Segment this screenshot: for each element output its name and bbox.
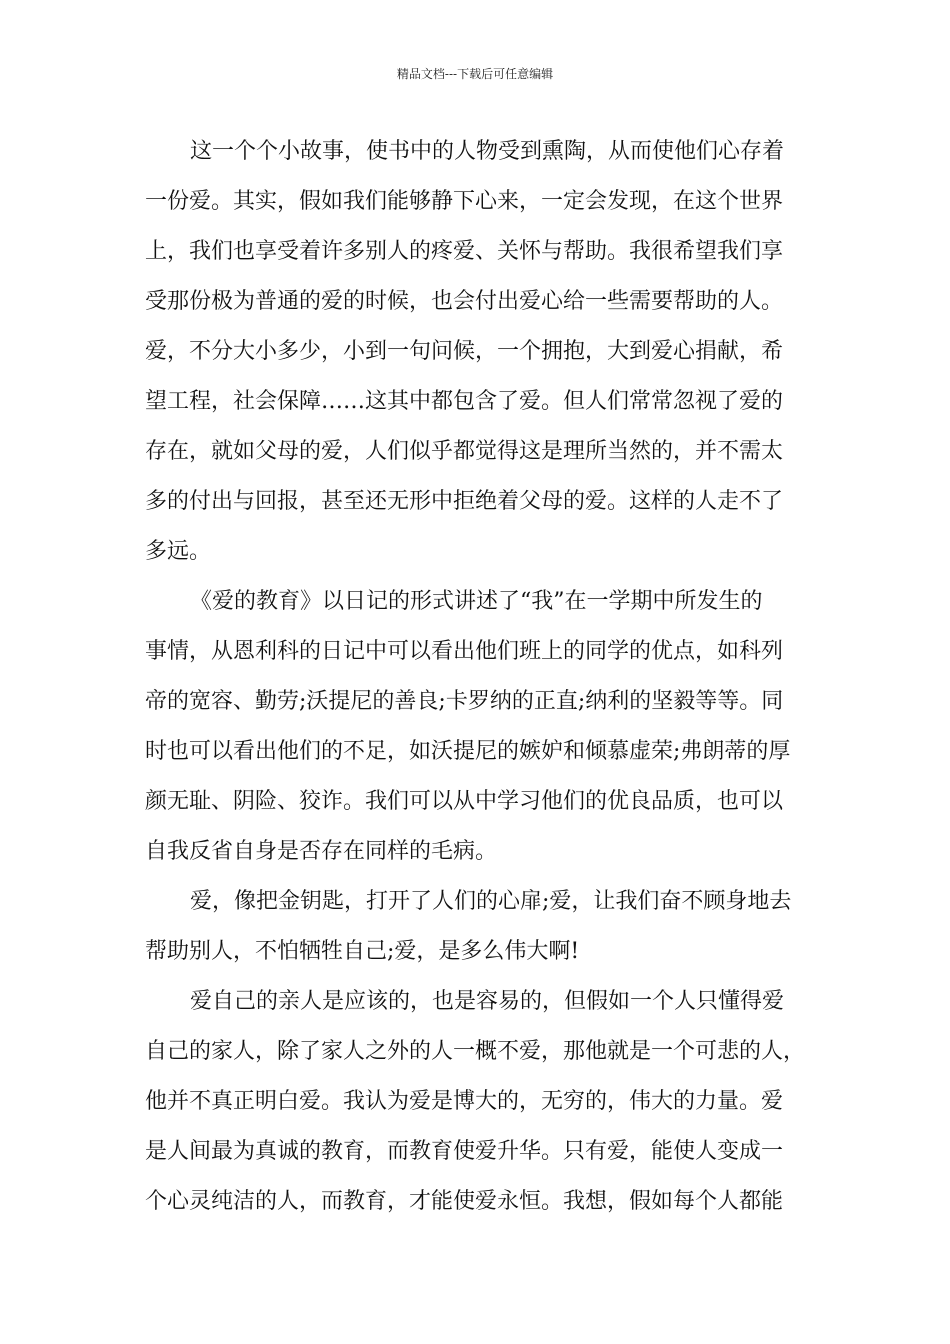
text-line: 自己的家人，除了家人之外的人一概不爱，那他就是一个可悲的人， [145,1039,806,1064]
document-body [145,127,813,1227]
text-line: 上，我们也享受着许多别人的疼爱、关怀与帮助。我很希望我们享 [145,239,784,264]
text-line: 多远。 [145,539,212,564]
text-line: 他并不真正明白爱。我认为爱是博大的，无穷的，伟大的力量。爱 [145,1089,784,1114]
text-line: 是人间最为真诚的教育，而教育使爱升华。只有爱，能使人变成一 [145,1139,784,1164]
page-header: 精品文档---下载后可任意编辑 [396,67,554,81]
text-line: 多的付出与回报，甚至还无形中拒绝着父母的爱。这样的人走不了 [145,489,784,514]
text-line: 存在，就如父母的爱，人们似乎都觉得这是理所当然的，并不需太 [145,439,784,464]
text-line: 一份爱。其实，假如我们能够静下心来，一定会发现，在这个世界 [145,189,784,214]
text-line: 时也可以看出他们的不足，如沃提尼的嫉妒和倾慕虚荣;弗朗蒂的厚 [145,739,791,764]
text-line: 自我反省自身是否存在同样的毛病。 [145,839,498,864]
text-line: 帝的宽容、勤劳;沃提尼的善良;卡罗纳的正直;纳利的坚毅等等。同 [145,689,784,714]
text-line: 颜无耻、阴险、狡诈。我们可以从中学习他们的优良品质，也可以 [145,789,784,814]
text-line: 爱，像把金钥匙，打开了人们的心扉;爱，让我们奋不顾身地去 [190,889,792,914]
text-line: 爱自己的亲人是应该的，也是容易的，但假如一个人只懂得爱 [190,989,785,1014]
text-line: 事情，从恩利科的日记中可以看出他们班上的同学的优点，如科列 [145,639,784,664]
text-line: 《爱的教育》以日记的形式讲述了“我”在一学期中所发生的 [190,589,763,614]
text-line: 受那份极为普通的爱的时候，也会付出爱心给一些需要帮助的人。 [145,289,784,314]
text-line: 个心灵纯洁的人，而教育，才能使爱永恒。我想，假如每个人都能 [145,1189,784,1214]
text-line: 帮助别人，不怕牺牲自己;爱，是多么伟大啊! [145,939,580,964]
text-line: 望工程，社会保障……这其中都包含了爱。但人们常常忽视了爱的 [145,389,784,414]
text-line: 这一个个小故事，使书中的人物受到熏陶，从而使他们心存着 [190,139,785,164]
text-line: 爱，不分大小多少，小到一句问候，一个拥抱，大到爱心捐献，希 [145,339,784,364]
